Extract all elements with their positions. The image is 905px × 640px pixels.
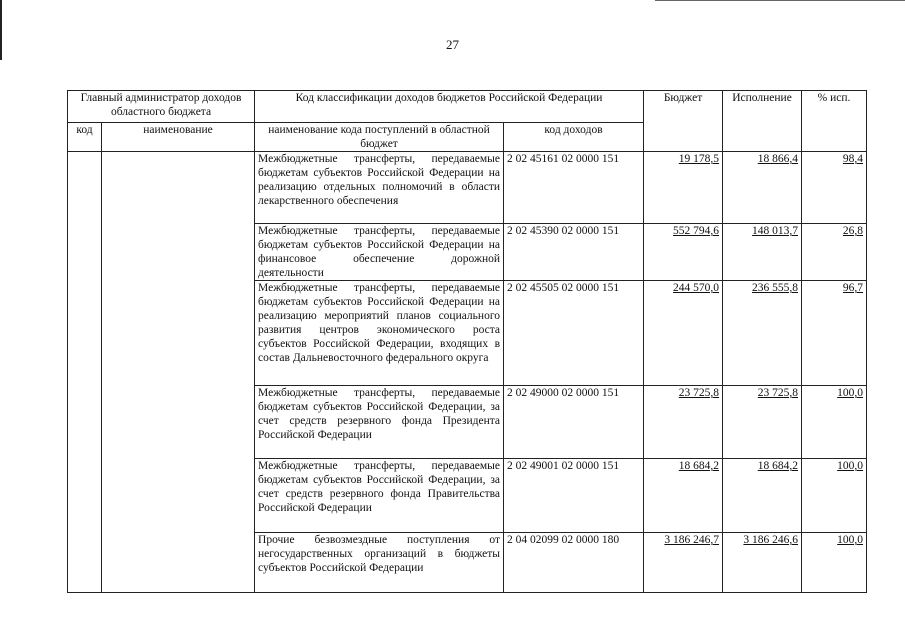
header-income-name: наименование кода поступлений в областной бюджет (255, 123, 504, 152)
income-name-cell: Межбюджетные трансферты, передаваемые бюджетам субъектов Российской Федерации на реализацию мероприятий планов социального развития центров экономического роста субъектов Российской Федерации, входящих в состав Дальневосточного федерального округа (255, 281, 504, 386)
execution-value: 236 555,8 (752, 282, 799, 294)
income-name-cell: Межбюджетные трансферты, передаваемые бюджетам субъектов Российской Федерации, за счет средств резервного фонда Президента Российской Федерации (255, 386, 504, 459)
execution-cell (723, 386, 802, 459)
header-classification-group: Код классификации доходов бюджетов Российской Федерации (255, 91, 644, 123)
percent-cell (802, 152, 867, 224)
percent-value: 100,0 (837, 460, 864, 472)
percent-value: 100,0 (837, 534, 864, 546)
percent-cell (802, 281, 867, 386)
income-code-cell: 2 02 45505 02 0000 151 (504, 281, 644, 386)
budget-cell (644, 533, 723, 593)
percent-value: 100,0 (837, 387, 864, 399)
budget-cell (644, 224, 723, 281)
income-name-cell: Прочие безвозмездные поступления от негосударственных организаций в бюджеты субъектов Российской Федерации (255, 533, 504, 593)
percent-cell (802, 459, 867, 533)
execution-cell (723, 224, 802, 281)
execution-cell (723, 152, 802, 224)
execution-cell (723, 533, 802, 593)
budget-cell (644, 459, 723, 533)
table-row (68, 152, 867, 224)
revenue-table (67, 90, 867, 593)
execution-value: 3 186 246,6 (743, 534, 799, 546)
income-code-cell: 2 04 02099 02 0000 180 (504, 533, 644, 593)
budget-value: 18 684,2 (678, 460, 720, 472)
percent-value: 98,4 (842, 153, 864, 165)
admin-name-cell (102, 152, 255, 593)
scan-edge-top (655, 0, 905, 1)
budget-value: 23 725,8 (678, 387, 720, 399)
header-percent: % исп. (802, 91, 867, 152)
header-admin-code: код (68, 123, 102, 152)
budget-value: 244 570,0 (673, 282, 720, 294)
header-execution: Исполнение (723, 91, 802, 152)
budget-cell (644, 152, 723, 224)
execution-value: 18 866,4 (757, 153, 799, 165)
execution-value: 23 725,8 (757, 387, 799, 399)
percent-cell (802, 386, 867, 459)
header-admin-group: Главный администратор доходов областного бюджета (68, 91, 255, 123)
execution-value: 148 013,7 (752, 225, 799, 237)
income-code-cell: 2 02 45390 02 0000 151 (504, 224, 644, 281)
percent-value: 96,7 (842, 282, 864, 294)
execution-cell (723, 281, 802, 386)
income-name-cell: Межбюджетные трансферты, передаваемые бюджетам субъектов Российской Федерации на финансовое обеспечение дорожной деятельности (255, 224, 504, 281)
header-admin-name: наименование (102, 123, 255, 152)
budget-cell (644, 386, 723, 459)
percent-cell (802, 533, 867, 593)
header-budget: Бюджет (644, 91, 723, 152)
percent-value: 26,8 (842, 225, 864, 237)
budget-cell (644, 281, 723, 386)
income-code-cell: 2 02 49000 02 0000 151 (504, 386, 644, 459)
income-name-cell: Межбюджетные трансферты, передаваемые бюджетам субъектов Российской Федерации на реализацию отдельных полномочий в области лекарственного обеспечения (255, 152, 504, 224)
execution-cell (723, 459, 802, 533)
budget-value: 19 178,5 (678, 153, 720, 165)
income-code-cell: 2 02 45161 02 0000 151 (504, 152, 644, 224)
budget-value: 552 794,6 (673, 225, 720, 237)
execution-value: 18 684,2 (757, 460, 799, 472)
income-name-cell: Межбюджетные трансферты, передаваемые бюджетам субъектов Российской Федерации, за счет средств резервного фонда Правительства Российской Федерации (255, 459, 504, 533)
budget-value: 3 186 246,7 (664, 534, 720, 546)
income-code-cell: 2 02 49001 02 0000 151 (504, 459, 644, 533)
percent-cell (802, 224, 867, 281)
admin-code-cell (68, 152, 102, 593)
page-number: 27 (446, 37, 459, 52)
header-income-code: код доходов (504, 123, 644, 152)
